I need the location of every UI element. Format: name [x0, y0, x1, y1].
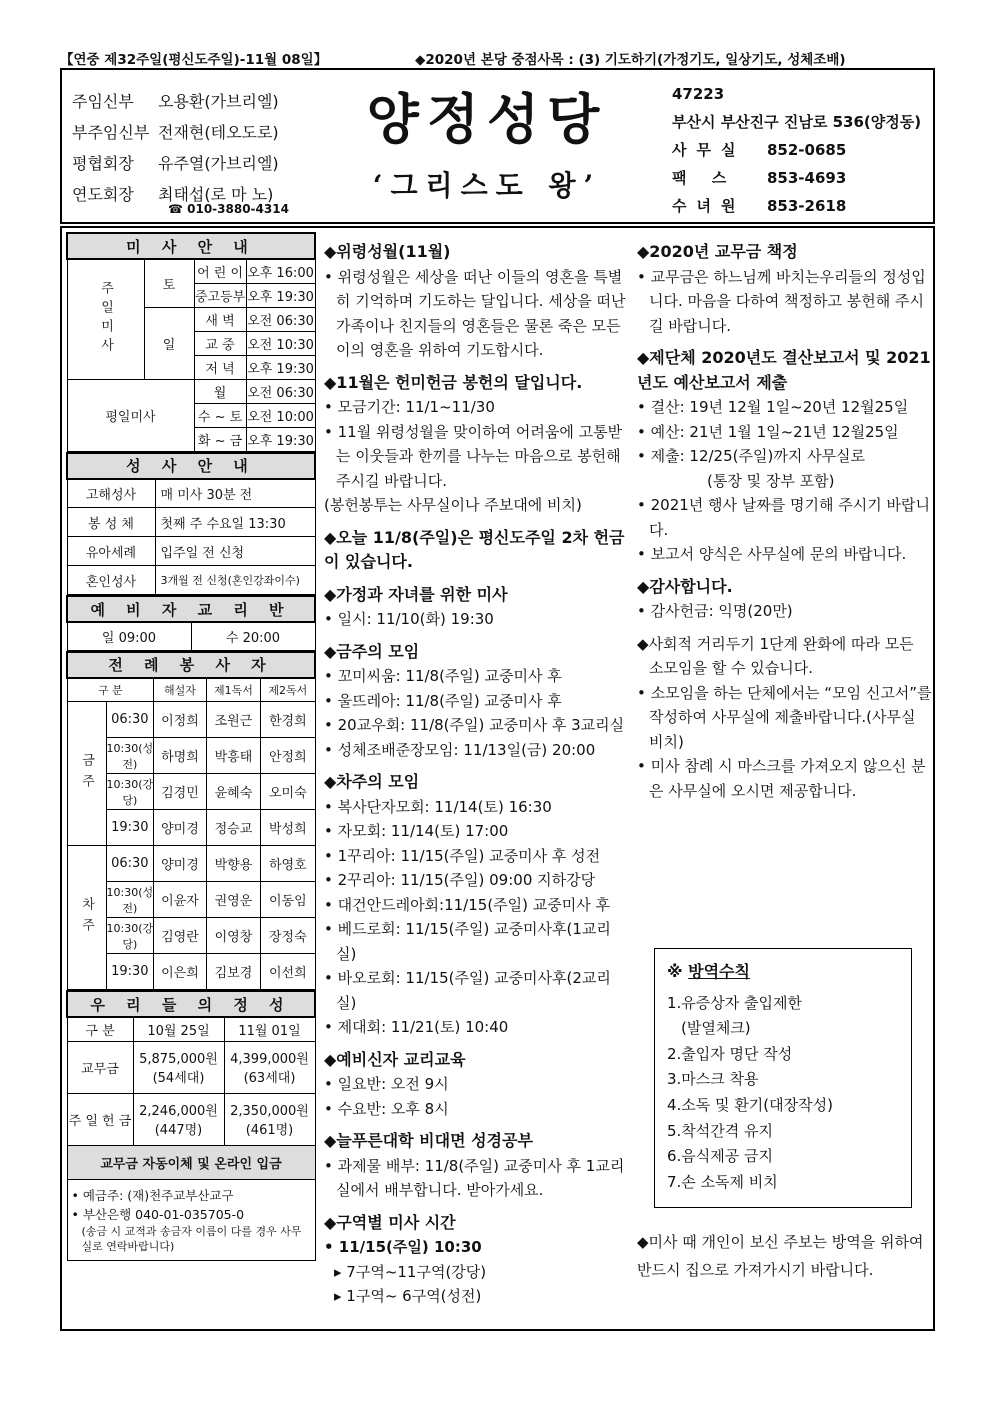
- offering-col: 11월 01일: [224, 1017, 315, 1041]
- amount-count: (461명): [245, 1123, 294, 1138]
- top-line: [60, 48, 935, 66]
- staff-name: 전재현(테오도로): [158, 123, 279, 142]
- notice-line: • 11/15(주일) 10:30: [324, 1238, 482, 1256]
- contact-row: [672, 164, 921, 192]
- notice-line: ◆사회적 거리두기 1단계 완화에 따라 모든 소모임을 할 수 있습니다.: [637, 634, 914, 677]
- bank-note: (송금 시 교적과 송금자 이름이 다를 경우 사무실로 연락바랍니다): [81, 1224, 302, 1253]
- address: 부산시 부산진구 진남로 536(양정동): [672, 113, 922, 131]
- servers-table: [66, 651, 316, 991]
- this-week-label: 금주: [67, 702, 106, 846]
- middle-column: [324, 232, 629, 1309]
- contact-row: [672, 136, 921, 164]
- feast-subtitle: ‘그리스도 왕’: [372, 169, 602, 202]
- sacrament-table: [66, 452, 316, 596]
- amount-value: 2,350,000원: [230, 1104, 309, 1119]
- rules-title: 방역수칙: [688, 962, 750, 981]
- notice-line: ▸ 1구역~ 6구역(성전): [334, 1287, 482, 1305]
- notice-line: • 교무금은 하느님께 바치는우리들의 정성입니다. 마음을 다하여 책정하고 봉헌해 주시길 바랍니다.: [637, 267, 926, 335]
- mass-time: 오후 19:30: [246, 283, 315, 307]
- server-name: 이정희: [154, 702, 207, 738]
- contact-value: 852-0685: [767, 141, 847, 159]
- title-block: [352, 84, 622, 204]
- notice-line: • 성체조배준장모임: 11/13일(금) 20:00: [324, 740, 596, 759]
- bank-account: • 부산은행 040-01-035705-0: [71, 1206, 245, 1222]
- server-name: 이선희: [261, 954, 315, 990]
- offering-col: 10월 25일: [133, 1017, 224, 1041]
- rule-item: 5.착석간격 유지: [667, 1121, 774, 1140]
- staff-role: 주임신부: [72, 92, 134, 111]
- depositor: • 예금주: (재)천주교부산교구: [71, 1187, 234, 1203]
- mass-name: 중고등부: [194, 283, 246, 307]
- notice-line: • 11월 위령성월을 맞이하여 어려움에 고통받는 이웃들과 한끼를 나누는 마음으로 봉헌해 주시길 바랍니다.: [324, 422, 623, 490]
- sacrament-name: 봉 성 체: [67, 508, 155, 537]
- notice-line: • 울뜨레아: 11/8(주일) 교중미사 후: [324, 691, 562, 710]
- offering-amount: [224, 1041, 315, 1093]
- catechumen-head: 예 비 자 교 리 반: [67, 596, 315, 622]
- sacrament-name: 고해성사: [67, 479, 155, 508]
- server-time: 06:30: [106, 846, 154, 882]
- sacrament-head: 성 사 안 내: [67, 453, 315, 479]
- mass-time: 오전 10:00: [246, 403, 315, 427]
- server-name: 박향용: [206, 846, 260, 882]
- mass-time: 오전 06:30: [246, 307, 315, 331]
- contact-info: [672, 80, 921, 220]
- closing-note: ◆미사 때 개인이 보신 주보는 방역을 위하여 반드시 집으로 가져가시기 바랍니다.: [637, 1233, 924, 1279]
- sacrament-name: 혼인성사: [67, 566, 155, 595]
- server-name: 이동임: [261, 882, 315, 918]
- right-column: [637, 232, 932, 803]
- sacrament-info: 3개월 전 신청(혼인강좌이수): [155, 566, 315, 595]
- notice-line: ▸ 7구역~11구역(강당): [334, 1262, 487, 1281]
- notice-line: • 베드로회: 11/15(주일) 교중미사후(1교리실): [324, 920, 611, 963]
- mass-name: 화 ~ 금: [194, 427, 246, 451]
- server-name: 권영운: [206, 882, 260, 918]
- server-name: 오미숙: [261, 774, 315, 810]
- server-name: 장정숙: [261, 918, 315, 954]
- notice-line: • 대건안드레아회:11/15(주일) 교중미사 후: [324, 895, 610, 914]
- notice-line: • 2꾸리아: 11/15(주일) 09:00 지하강당: [324, 871, 596, 889]
- notice-line: • 미사 참례 시 마스크를 가져오지 않으신 분은 사무실에 오시면 제공합니다.: [637, 757, 926, 800]
- mass-name: 어 린 이: [194, 259, 246, 283]
- server-name: 김영란: [154, 918, 207, 954]
- offering-amount: [224, 1093, 315, 1145]
- staff-name: 최태섭(로 마 노): [158, 185, 274, 204]
- notice-line: (봉헌봉투는 사무실이나 주보대에 비치): [324, 496, 582, 514]
- server-name: 박흥태: [206, 738, 260, 774]
- mass-name: 월: [194, 379, 246, 403]
- bulletin-body: [60, 226, 935, 1331]
- notice-line: • 일시: 11/10(화) 19:30: [324, 610, 494, 628]
- server-name: 박성희: [261, 810, 315, 846]
- notice-line: • 일요반: 오전 9시: [324, 1075, 449, 1093]
- staff-row: [72, 86, 289, 117]
- pastoral-focus: ◆2020년 본당 중점사목 : (3) 기도하기(가정기도, 일상기도, 성체조배): [415, 52, 846, 68]
- mass-name: 수 ~ 토: [194, 403, 246, 427]
- rule-item: 7.손 소독제 비치: [667, 1172, 778, 1191]
- server-time: 10:30(성전): [106, 882, 154, 918]
- server-name: 정승교: [206, 810, 260, 846]
- mass-table: [66, 232, 316, 452]
- mass-time: 오후 19:30: [246, 355, 315, 379]
- auto-transfer-head: 교무금 자동이체 및 온라인 입금: [67, 1145, 315, 1179]
- server-name: 이은희: [154, 954, 207, 990]
- staff-row: [72, 117, 289, 148]
- catechumen-sunday: 일 09:00: [67, 622, 191, 650]
- offering-type: 주 일 헌 금: [67, 1093, 133, 1145]
- server-name: 조원근: [206, 702, 260, 738]
- notice-line: • 과제물 배부: 11/8(주일) 교중미사 후 1교리실에서 배부합니다. 받아가세요.: [324, 1156, 625, 1199]
- catechumen-table: [66, 595, 316, 651]
- server-time: 19:30: [106, 954, 154, 990]
- rule-item: (발열체크): [681, 1019, 751, 1038]
- notice-heading: ◆오늘 11/8(주일)은 평신도주일 2차 헌금이 있습니다.: [324, 527, 625, 571]
- weekday-label: 평일미사: [67, 379, 194, 451]
- staff-phone: ☎ 010-3880-4314: [168, 202, 289, 216]
- sunday-label: 주일미사: [67, 259, 144, 379]
- server-name: 이윤자: [154, 882, 207, 918]
- catechumen-wednesday: 수 20:00: [191, 622, 315, 650]
- offering-table: [66, 990, 316, 1261]
- notice-heading: ◆늘푸른대학 비대면 성경공부: [324, 1131, 533, 1150]
- servers-col: 해설자: [154, 678, 207, 702]
- server-name: 하영호: [261, 846, 315, 882]
- servers-head: 전 례 봉 사 자: [67, 652, 315, 678]
- rule-item: 4.소독 및 환기(대장작성): [667, 1095, 833, 1114]
- sacrament-name: 유아세례: [67, 537, 155, 566]
- notice-line: • 꼬미씨움: 11/8(주일) 교중미사 후: [324, 667, 562, 685]
- mass-time: 오후 19:30: [246, 427, 315, 451]
- rules-heading: [667, 959, 899, 985]
- next-week-label: 차주: [67, 846, 106, 990]
- offering-col: 구 분: [67, 1017, 133, 1041]
- staff-role: 연도회장: [72, 185, 134, 204]
- contact-key: 팩 스: [672, 169, 737, 187]
- contact-key: 수녀원: [672, 197, 746, 215]
- notice-line: • 예산: 21년 1월 1일~21년 12월25일: [637, 422, 899, 441]
- rule-item: 1.유증상자 출입제한: [667, 993, 803, 1012]
- rules-mark: ※: [667, 962, 689, 981]
- mass-name: 새 벽: [194, 307, 246, 331]
- sacrament-info: 매 미사 30분 전: [155, 479, 315, 508]
- offering-head: 우 리 들 의 정 성: [67, 991, 315, 1017]
- notice-heading: ◆금주의 모임: [324, 641, 420, 661]
- server-time: 19:30: [106, 810, 154, 846]
- servers-col: 제2독서: [261, 678, 315, 702]
- mass-name: 저 녁: [194, 355, 246, 379]
- notice-line: • 복사단자모회: 11/14(토) 16:30: [324, 797, 552, 816]
- left-column: [66, 232, 316, 1261]
- staff-list: [72, 86, 289, 216]
- mass-name: 교 중: [194, 331, 246, 355]
- saturday-label: 토: [144, 259, 194, 307]
- server-name: 윤혜숙: [206, 774, 260, 810]
- mass-time: 오후 16:00: [246, 259, 315, 283]
- rule-item: 2.출입자 명단 작성: [667, 1044, 793, 1063]
- notice-heading: ◆차주의 모임: [324, 772, 420, 791]
- notice-line: • 바오로회: 11/15(주일) 교중미사후(2교리실): [324, 969, 611, 1012]
- notice-heading: ◆가정과 자녀를 위한 미사: [324, 584, 508, 604]
- server-name: 양미경: [154, 846, 207, 882]
- offering-amount: [133, 1041, 224, 1093]
- notice-line: • 수요반: 오후 8시: [324, 1099, 449, 1118]
- server-name: 안정희: [261, 738, 315, 774]
- staff-row: [72, 148, 289, 179]
- notice-line: • 제대회: 11/21(토) 10:40: [324, 1018, 509, 1036]
- notice-heading: ◆2020년 교무금 책정: [637, 242, 798, 261]
- staff-role: 평협회장: [72, 154, 134, 173]
- amount-count: (447명): [154, 1123, 203, 1138]
- notice-heading: ◆11월은 헌미헌금 봉헌의 달입니다.: [324, 372, 583, 392]
- notice-line: • 제출: 12/25(주일)까지 사무실로: [637, 447, 866, 465]
- mass-head: 미 사 안 내: [67, 233, 315, 259]
- notice-line: • 감사헌금: 익명(20만): [637, 602, 793, 620]
- amount-count: (54세대): [152, 1071, 205, 1086]
- issue-label: 【연중 제32주일(평신도주일)-11월 08일】: [60, 52, 328, 68]
- contact-value: 853-2618: [767, 197, 847, 215]
- rule-item: 6.음식제공 금지: [667, 1147, 774, 1166]
- mass-time: 오전 06:30: [246, 379, 315, 403]
- offering-amount: [133, 1093, 224, 1145]
- parish-title: 양정성당: [366, 87, 608, 151]
- zip-code: 47223: [672, 85, 725, 103]
- bulletin-header: [60, 68, 935, 224]
- server-time: 10:30(강당): [106, 774, 154, 810]
- server-name: 이영창: [206, 918, 260, 954]
- server-time: 10:30(강당): [106, 918, 154, 954]
- offering-type: 교무금: [67, 1041, 133, 1093]
- staff-name: 오용환(가브리엘): [158, 92, 279, 111]
- server-name: 김보경: [206, 954, 260, 990]
- server-time: 10:30(성전): [106, 738, 154, 774]
- notice-heading: ◆제단체 2020년도 결산보고서 및 2021년도 예산보고서 제출: [637, 348, 931, 392]
- servers-col: 제1독서: [206, 678, 260, 702]
- contact-value: 853-4693: [767, 169, 847, 187]
- amount-value: 5,875,000원: [139, 1052, 218, 1067]
- server-name: 한경희: [261, 702, 315, 738]
- notice-line: (통장 및 장부 포함): [707, 471, 835, 490]
- notice-heading: ◆예비신자 교리교육: [324, 1049, 466, 1069]
- servers-col: 구 분: [67, 678, 154, 702]
- rule-item: 3.마스크 착용: [667, 1070, 759, 1089]
- quarantine-rules: [654, 948, 912, 1208]
- server-name: 양미경: [154, 810, 207, 846]
- notice-line: • 자모회: 11/14(토) 17:00: [324, 822, 509, 840]
- bank-info: [67, 1179, 315, 1260]
- notice-line: • 결산: 19년 12월 1일~20년 12월25일: [637, 398, 909, 416]
- notice-line: • 소모임을 하는 단체에서는 “모임 신고서”를 작성하여 사무실에 제출바랍니다.(사무실 비치): [637, 683, 932, 751]
- sacrament-info: 입주일 전 신청: [155, 537, 315, 566]
- notice-line: • 보고서 양식은 사무실에 문의 바랍니다.: [637, 545, 907, 563]
- notice-heading: ◆감사합니다.: [637, 576, 733, 596]
- amount-value: 4,399,000원: [230, 1052, 309, 1067]
- contact-key: 사무실: [672, 141, 746, 159]
- notice-line: • 20교우회: 11/8(주일) 교중미사 후 3교리실: [324, 716, 625, 734]
- notice-line: • 2021년 행사 날짜를 명기해 주시기 바랍니다.: [637, 496, 930, 539]
- mass-time: 오전 10:30: [246, 331, 315, 355]
- server-time: 06:30: [106, 702, 154, 738]
- staff-name: 유주열(가브리엘): [158, 154, 279, 173]
- notice-line: • 위령성월은 세상을 떠난 이들의 영혼을 특별히 기억하며 기도하는 달입니다. 세상을 떠난 가족이나 친지들의 영혼들은 물론 죽은 모든 이의 영혼을 위하여 기도합시다.: [324, 267, 626, 359]
- notice-heading: ◆위령성월(11월): [324, 242, 451, 261]
- notice-heading: ◆구역별 미사 시간: [324, 1212, 456, 1232]
- sacrament-info: 첫째 주 수요일 13:30: [155, 508, 315, 537]
- server-name: 김경민: [154, 774, 207, 810]
- contact-row: [672, 192, 921, 220]
- amount-value: 2,246,000원: [139, 1104, 218, 1119]
- staff-role: 부주임신부: [72, 123, 150, 142]
- notice-line: • 1꾸리아: 11/15(주일) 교중미사 후 성전: [324, 846, 601, 865]
- server-name: 하명희: [154, 738, 207, 774]
- notice-line: • 모금기간: 11/1~11/30: [324, 398, 495, 416]
- amount-count: (63세대): [243, 1071, 296, 1086]
- sunday-day-label: 일: [144, 307, 194, 379]
